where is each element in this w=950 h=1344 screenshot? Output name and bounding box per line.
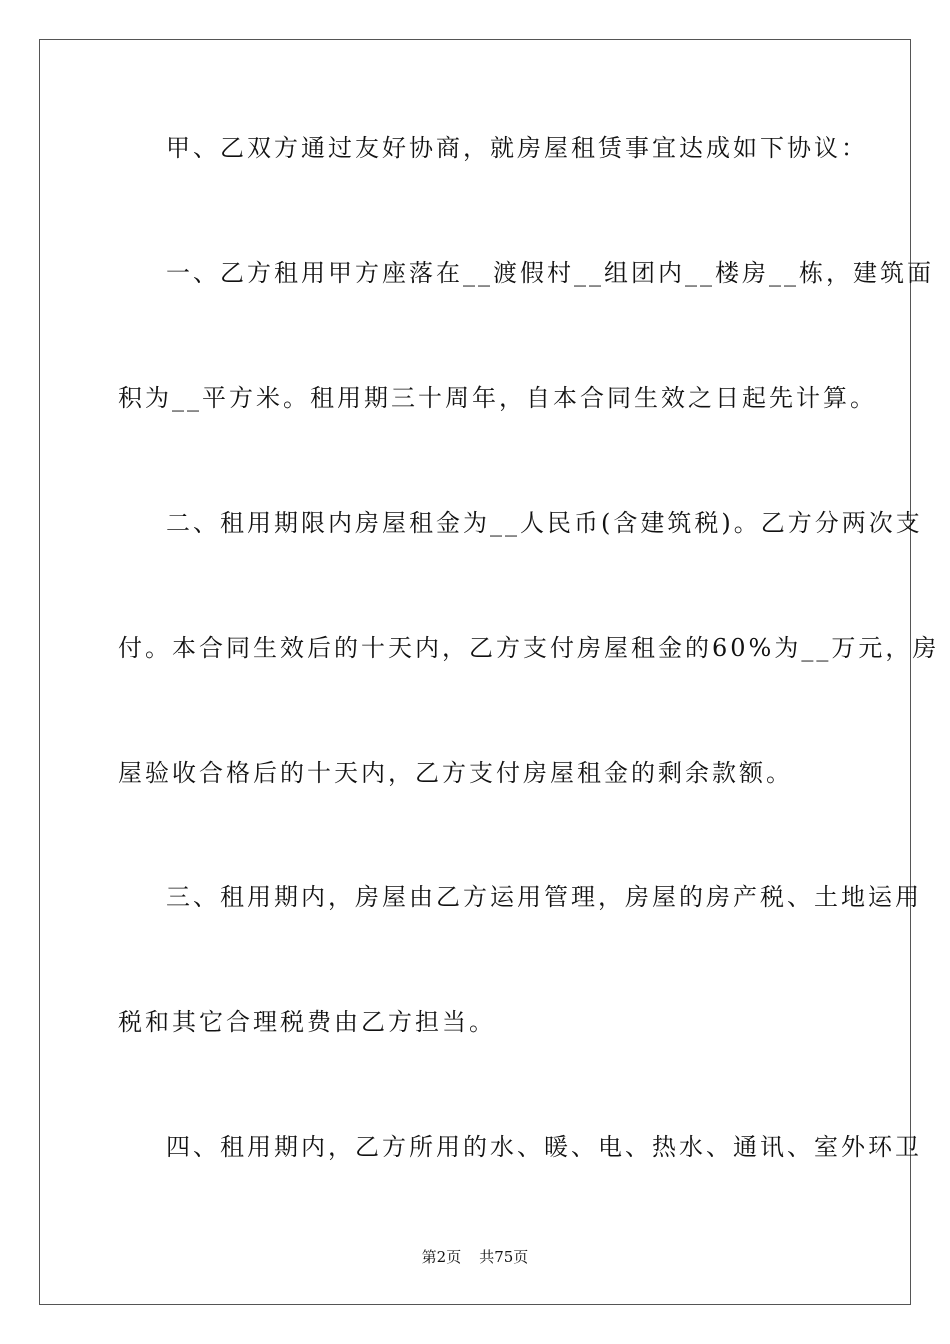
page-border <box>39 39 940 1305</box>
page-total: 共75页 <box>479 1248 529 1266</box>
page-number: 第2页 <box>421 1248 462 1266</box>
clause-2-line-1: 二、租用期限内房屋租金为__人民币(含建筑税)。乙方分两次支 <box>166 509 923 537</box>
clause-2-line-2: 付。本合同生效后的十天内，乙方支付房屋租金的60%为__万元，房 <box>118 634 940 662</box>
clause-2-line-3: 屋验收合格后的十天内，乙方支付房屋租金的剩余款额。 <box>118 759 793 787</box>
paragraph-intro: 甲、乙双方通过友好协商，就房屋租赁事宜达成如下协议： <box>166 134 868 162</box>
clause-3-line-1: 三、租用期内，房屋由乙方运用管理，房屋的房产税、土地运用 <box>166 883 922 911</box>
clause-4-line-1: 四、租用期内，乙方所用的水、暖、电、热水、通讯、室外环卫 <box>166 1133 922 1161</box>
clause-1-line-1: 一、乙方租用甲方座落在__渡假村__组团内__楼房__栋，建筑面 <box>166 259 934 287</box>
page-footer <box>0 1247 950 1267</box>
clause-1-line-2: 积为__平方米。租用期三十周年，自本合同生效之日起先计算。 <box>118 384 877 412</box>
clause-3-line-2: 税和其它合理税费由乙方担当。 <box>118 1008 496 1036</box>
